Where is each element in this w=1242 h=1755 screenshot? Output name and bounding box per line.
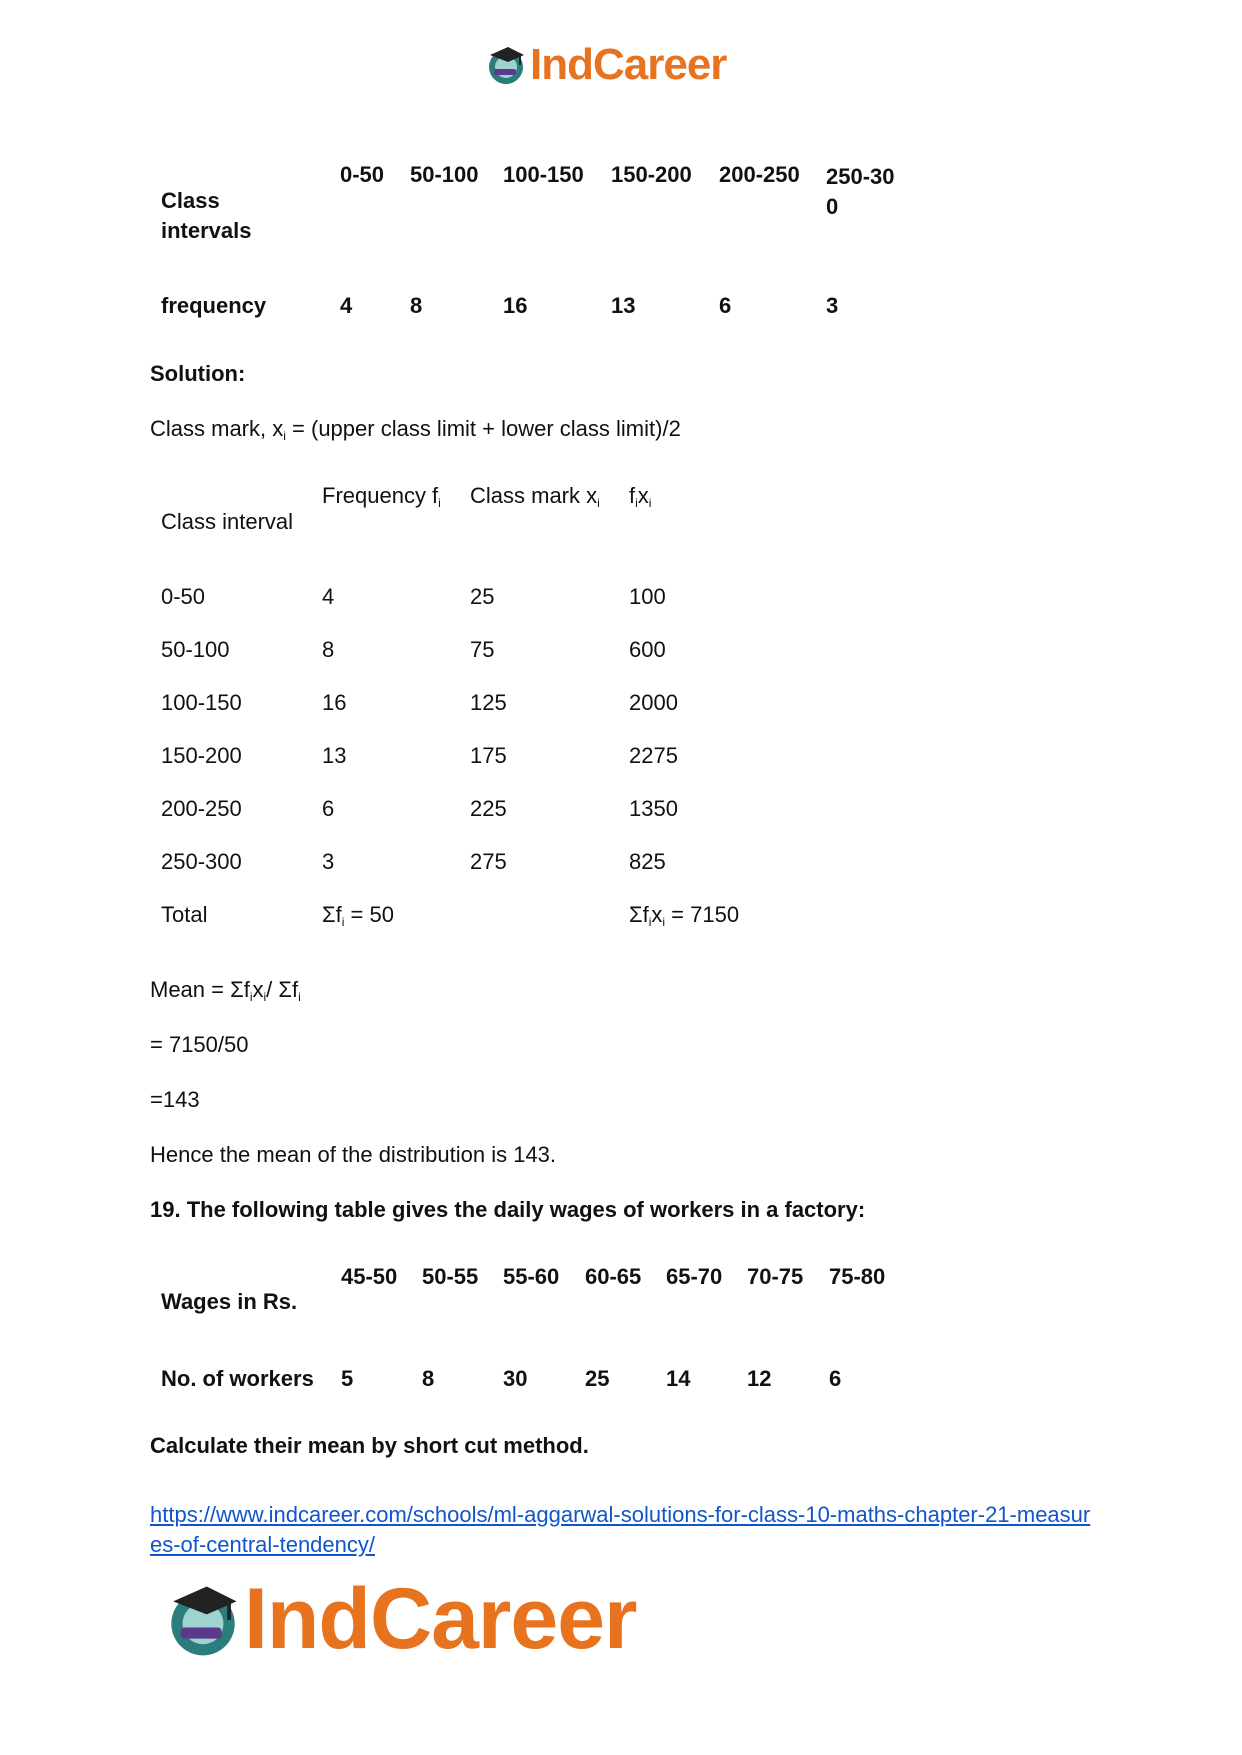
table2-cell: 250-300: [161, 849, 242, 874]
table1-frequency: 8: [410, 293, 423, 318]
footer-logo: [162, 1570, 637, 1669]
table2-sum-fx: $\Sigma f_ix_i = 7150$: [629, 902, 740, 929]
table2-cell: 50-100: [161, 637, 230, 662]
solution-heading: Solution:: [150, 361, 246, 386]
wages-cell: 45-50: [341, 1264, 398, 1289]
wages-cell: 65-70: [666, 1264, 723, 1289]
mean-step: = 7150/50: [150, 1032, 249, 1057]
wages-cell: 60-65: [585, 1264, 642, 1289]
table2-header-fx: $f_ix_i$: [629, 483, 652, 510]
table2-cell: 275: [470, 849, 507, 874]
table2-cell: 25: [470, 584, 495, 609]
workers-cell: 25: [585, 1366, 610, 1391]
header-logo: [484, 40, 726, 90]
table1-frequency: 4: [340, 293, 353, 318]
workers-row-header: No. of workers: [161, 1366, 314, 1391]
graduation-cap-icon: [162, 1579, 244, 1661]
table1-interval: 0-50: [340, 162, 385, 187]
table1-frequency: 16: [503, 293, 528, 318]
table2-cell: 13: [322, 743, 347, 768]
table1-interval: 250-300: [826, 164, 895, 219]
table1-row-header-intervals: Class intervals: [161, 188, 252, 243]
table1-interval: 200-250: [719, 162, 800, 187]
workers-cell: 14: [666, 1366, 691, 1391]
mean-formula: Mean = $\Sigma f_ix_i/$ $\Sigma f_i$: [150, 977, 301, 1004]
brand-wordmark: IndCareer: [244, 1571, 637, 1667]
table1-row-header-frequency: frequency: [161, 293, 267, 318]
table2-cell: 2275: [629, 743, 678, 768]
table1-interval: 150-200: [611, 162, 692, 187]
workers-cell: 5: [341, 1366, 354, 1391]
table1-interval: 100-150: [503, 162, 584, 187]
mean-result: =143: [150, 1087, 200, 1112]
table2-cell: 16: [322, 690, 347, 715]
table2-header-frequency: Frequency $f_i$: [322, 483, 441, 510]
table2-cell: 0-50: [161, 584, 206, 609]
wages-cell: 55-60: [503, 1264, 560, 1289]
table2-cell: 3: [322, 849, 335, 874]
table2-total-label: Total: [161, 902, 208, 927]
table2-cell: 600: [629, 637, 666, 662]
graduation-cap-icon: [484, 43, 528, 87]
table2-cell: 175: [470, 743, 507, 768]
question-19-text: 19. The following table gives the daily wages of workers in a factory:: [150, 1197, 866, 1222]
workers-cell: 12: [747, 1366, 772, 1391]
table2-cell: 6: [322, 796, 335, 821]
question-19-instruction: Calculate their mean by short cut method.: [150, 1433, 589, 1458]
table1-frequency: 13: [611, 293, 636, 318]
workers-cell: 6: [829, 1366, 842, 1391]
table2-cell: 2000: [629, 690, 678, 715]
table2-cell: 100-150: [161, 690, 242, 715]
table2-cell: 150-200: [161, 743, 242, 768]
class-mark-formula: Class mark, $x_i$ = (upper class limit + lower class limit)/2: [150, 416, 681, 443]
wages-cell: 75-80: [829, 1264, 886, 1289]
wages-cell: 70-75: [747, 1264, 804, 1289]
table1-frequency: 3: [826, 293, 839, 318]
table2-header-class-mark: Class mark $x_i$: [470, 483, 600, 510]
table2-cell: 1350: [629, 796, 678, 821]
wages-row-header: Wages in Rs.: [161, 1289, 298, 1314]
table2-cell: 225: [470, 796, 507, 821]
table2-cell: 8: [322, 637, 335, 662]
mean-conclusion: Hence the mean of the distribution is 143.: [150, 1142, 557, 1167]
table2-cell: 4: [322, 584, 335, 609]
table1-interval: 50-100: [410, 162, 479, 187]
wages-cell: 50-55: [422, 1264, 479, 1289]
table2-sum-f: $\Sigma f_i = 50$: [322, 902, 394, 929]
table2-cell: 100: [629, 584, 666, 609]
workers-cell: 8: [422, 1366, 435, 1391]
source-link[interactable]: https://www.indcareer.com/schools/ml-aggarwal-solutions-for-class-10-maths-chapter-21-measures-of-central-tendency/: [150, 1502, 1091, 1557]
brand-wordmark: IndCareer: [530, 40, 727, 89]
table2-cell: 200-250: [161, 796, 242, 821]
table2-cell: 75: [470, 637, 495, 662]
workers-cell: 30: [503, 1366, 528, 1391]
table2-cell: 125: [470, 690, 507, 715]
table2-cell: 825: [629, 849, 666, 874]
table1-frequency: 6: [719, 293, 732, 318]
table2-header-class-interval: Class interval: [161, 509, 294, 534]
